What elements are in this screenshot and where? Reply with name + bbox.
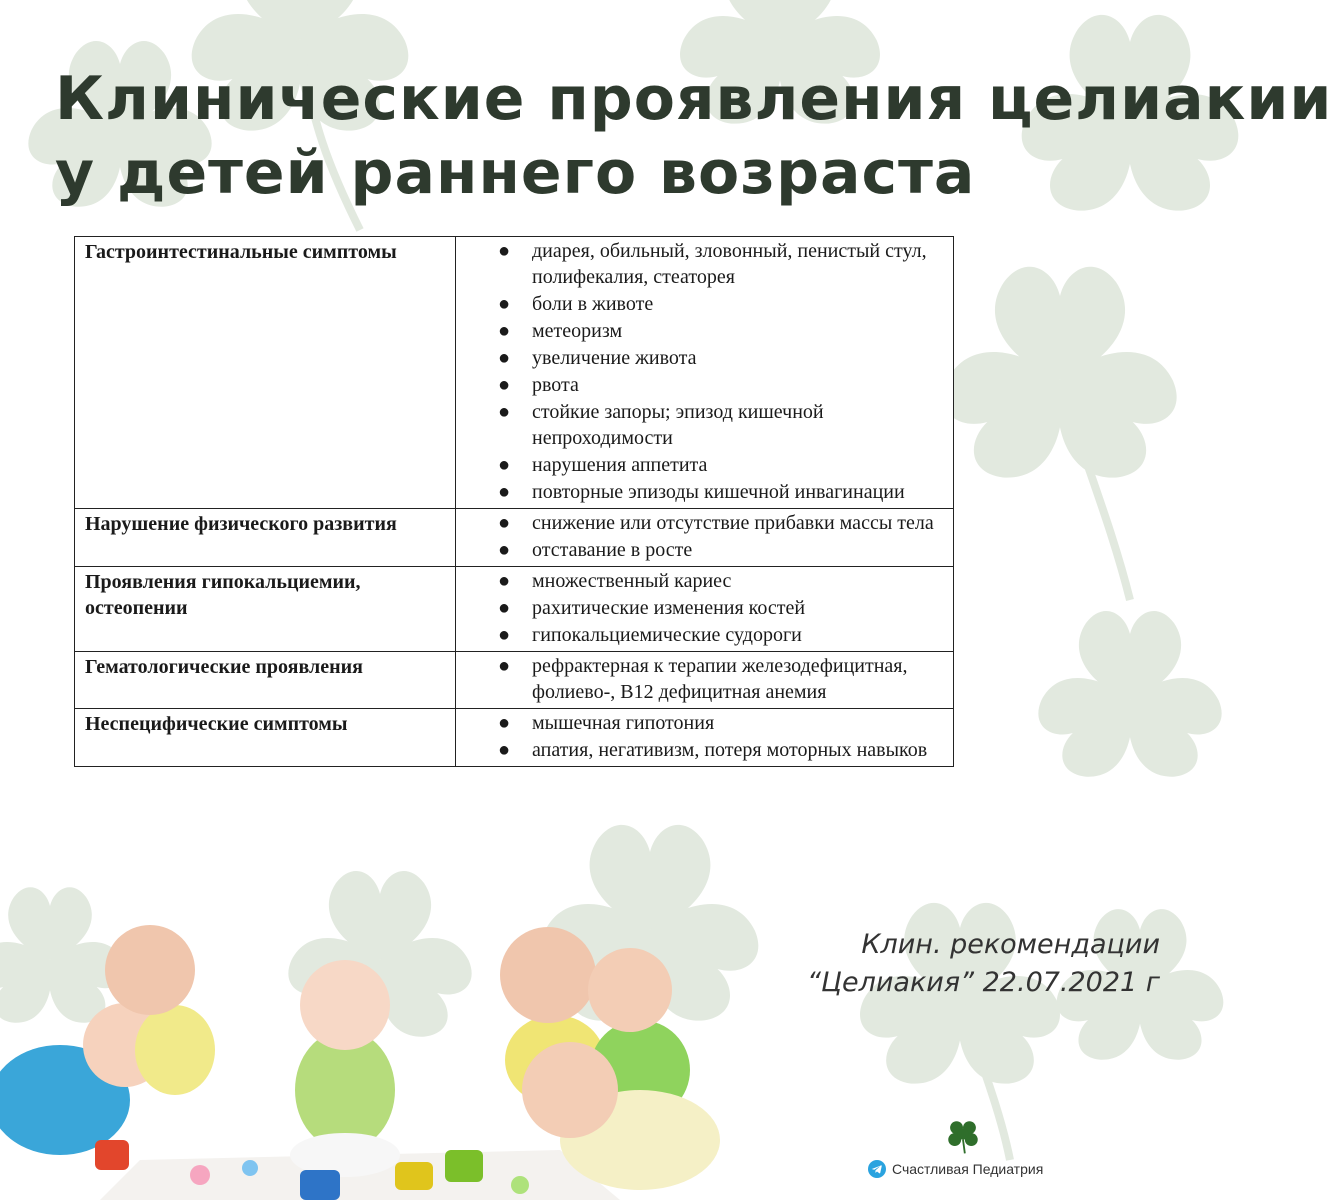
bullet-icon: ● bbox=[498, 454, 511, 476]
page-title-line-1: Клинические проявления целиакии bbox=[55, 64, 1332, 134]
symptom-list bbox=[456, 510, 943, 563]
list-item-text: увеличение живота bbox=[532, 347, 697, 369]
list-item bbox=[456, 653, 943, 705]
clover-logo-icon bbox=[940, 1112, 986, 1158]
bullet-icon: ● bbox=[498, 597, 511, 619]
table-row bbox=[75, 709, 954, 767]
bullet-icon: ● bbox=[498, 512, 511, 534]
bullet-icon: ● bbox=[498, 539, 511, 561]
bullet-icon: ● bbox=[498, 401, 511, 423]
items-cell bbox=[456, 709, 954, 767]
items-cell bbox=[456, 652, 954, 709]
list-item bbox=[456, 399, 943, 451]
list-item bbox=[456, 537, 943, 563]
items-cell bbox=[456, 509, 954, 567]
table-row bbox=[75, 237, 954, 509]
bullet-icon: ● bbox=[498, 739, 511, 761]
bullet-icon: ● bbox=[498, 624, 511, 646]
list-item bbox=[456, 291, 943, 317]
source-citation bbox=[740, 926, 1160, 1002]
source-line-1: Клин. рекомендации bbox=[861, 929, 1160, 960]
category-cell: Неспецифические симптомы bbox=[75, 709, 456, 767]
list-item-text: диарея, обильный, зловонный, пенистый стул, полифекалия, стеаторея bbox=[532, 240, 927, 288]
list-item-text: метеоризм bbox=[532, 320, 623, 342]
page-title bbox=[55, 62, 1332, 210]
list-item bbox=[456, 622, 943, 648]
bullet-icon: ● bbox=[498, 481, 511, 503]
list-item bbox=[456, 318, 943, 344]
items-cell bbox=[456, 237, 954, 509]
bullet-icon: ● bbox=[498, 320, 511, 342]
list-item bbox=[456, 452, 943, 478]
table-row bbox=[75, 509, 954, 567]
symptoms-table bbox=[74, 236, 954, 767]
list-item bbox=[456, 238, 943, 290]
table-row bbox=[75, 652, 954, 709]
list-item bbox=[456, 595, 943, 621]
category-cell: Гастроинтестинальные симптомы bbox=[75, 237, 456, 509]
symptom-list bbox=[456, 568, 943, 648]
list-item-text: рвота bbox=[532, 374, 579, 396]
source-line-2: “Целиакия” 22.07.2021 г bbox=[807, 967, 1160, 998]
bullet-icon: ● bbox=[498, 240, 511, 262]
list-item bbox=[456, 479, 943, 505]
bullet-icon: ● bbox=[498, 374, 511, 396]
category-cell: Гематологические проявления bbox=[75, 652, 456, 709]
list-item bbox=[456, 710, 943, 736]
list-item-text: рахитические изменения костей bbox=[532, 597, 806, 619]
list-item-text: апатия, негативизм, потеря моторных навыков bbox=[532, 739, 928, 761]
list-item-text: снижение или отсутствие прибавки массы тела bbox=[532, 512, 934, 534]
list-item bbox=[456, 345, 943, 371]
list-item-text: боли в животе bbox=[532, 293, 654, 315]
list-item-text: мышечная гипотония bbox=[532, 712, 715, 734]
list-item-text: нарушения аппетита bbox=[532, 454, 708, 476]
brand-name: Счастливая Педиатрия bbox=[892, 1161, 1044, 1177]
bullet-icon: ● bbox=[498, 570, 511, 592]
bullet-icon: ● bbox=[498, 712, 511, 734]
bullet-icon: ● bbox=[498, 655, 511, 677]
bullet-icon: ● bbox=[498, 347, 511, 369]
telegram-icon bbox=[868, 1160, 886, 1178]
category-cell: Нарушение физического развития bbox=[75, 509, 456, 567]
list-item-text: гипокальциемические судороги bbox=[532, 624, 802, 646]
bullet-icon: ● bbox=[498, 293, 511, 315]
table-row bbox=[75, 567, 954, 652]
symptom-list bbox=[456, 653, 943, 705]
symptom-list bbox=[456, 238, 943, 505]
list-item bbox=[456, 568, 943, 594]
items-cell bbox=[456, 567, 954, 652]
list-item-text: повторные эпизоды кишечной инвагинации bbox=[532, 481, 905, 503]
list-item-text: рефрактерная к терапии железодефицитная, фолиево-, В12 дефицитная анемия bbox=[532, 655, 908, 703]
brand-footer[interactable] bbox=[868, 1160, 1043, 1178]
category-cell: Проявления гипокальциемии, остеопении bbox=[75, 567, 456, 652]
list-item-text: стойкие запоры; эпизод кишечной непроходимости bbox=[532, 401, 824, 449]
list-item bbox=[456, 510, 943, 536]
list-item-text: отставание в росте bbox=[532, 539, 693, 561]
list-item bbox=[456, 372, 943, 398]
page-title-line-2: у детей раннего возраста bbox=[55, 138, 976, 208]
list-item-text: множественный кариес bbox=[532, 570, 732, 592]
symptom-list bbox=[456, 710, 943, 763]
list-item bbox=[456, 737, 943, 763]
children-illustration bbox=[0, 900, 760, 1200]
